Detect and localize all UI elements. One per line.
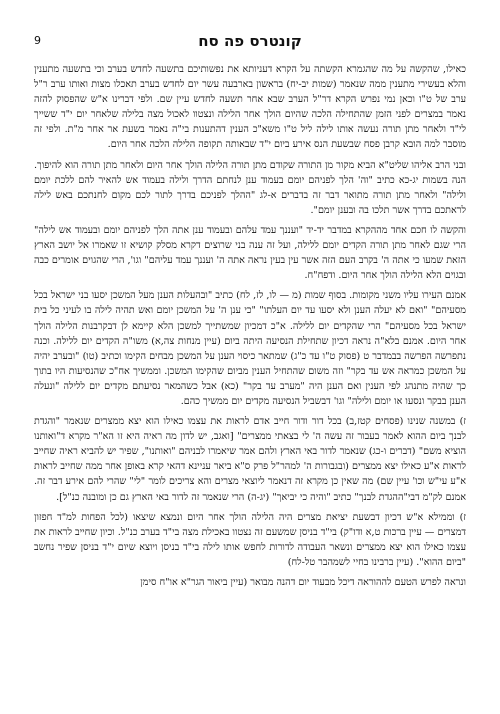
paragraph: אמנם העירו עליו משני מקומות. בסוף שמות (מ — לו, לז, לח) כתיב "ובהעלות הענן מעל המשכן יסעו בני ישראל בכל מסעיהם" "ואם לא יעלה הענן ולא יסעו עד יום העלתו" "כי ענן ה' על המשכן יומם ואש תהיה לילה בו לעיני כל בית ישראל בכל מסעיהם" הרי שהקדים יום ללילה. א"כ דמכיון שמשתייך למשכן הלא קיימא לן דבקרבנות הלילה הולך אחר היום. אמנם בלא"ה נראה דכיון שתחילת הנסיעה היתה ביום (עיין מנחות צה,א) משו"ה הקדים יום ללילה. וכנה נתפרשה הפרשה בבמדבר ט (פסוק ט"ו עד כ"ג) שמתאר כיסוי הענן על המשכן מבחים הקימו וכתיב (טו) "ובערב יהיה על המשכן כמראה אש עד בקר" וזה משום שהתחיל הענין מביום שהקימו המשכן. וממשיך אח"כ שהנסיעות היו בתוך כך שהיה מתנהג לפי הענין ואם הענן היה "מערב עד בקר" (כא) אבל כשהמאר נסיעתם מקדים יום ללילה "ונעלה הענן בבקר ונסעו או יומם ולילה" וגו' דבשביל הנסיעה מקדים יום ממשיך כהם.: [34, 290, 466, 407]
page-number: 9: [34, 34, 41, 47]
page-header: [34, 30, 466, 52]
paragraph: ובני הרב אליהו שליט"א הביא מקור מן התורה שקודם מתן תורה הלילה הולך אחר היום ולאחר מתן תורה הוא להיפוך. הנה בשמות יג-כא כתיב "וה' הלך לפניהם יומם בעמוד ענן לנחתם הדרך ולילה בעמוד אש להאיר להם ללכת יומם ולילה" ולאחר מתן תורה מתואר דבר זה בדברים א-לג "ההלך לפניכם בדרך לתור לכם מקום לחנתכם באש לילה לראתכם בדרך אשר תלכו בה ובענן יומם".: [34, 159, 466, 216]
paragraph: ז) וממילא א"ש דכיון דבשעת יציאת מצרים היה הלילה הולך אחר היום ונמצא שיצאו (לכל הפחות למ"ד חפזון דמצרים — עיין ברכות ט,א ודו"ק) בי"ד בניסן שמשעם זה נצטוו באכילת מצה בי"ד בערב כנ"ל. וכיון שחייב לראות את עצמו כאילו הוא יצא ממצרים ונשאר העבודה לדורות לחפש אותו לילה בי"ד בניסן ויוצא שיום י"ד בניסן שפיר נחשב "ביום ההוא". (עיין ברבינו בחיי לשמהבר טל-לח): [34, 511, 467, 568]
paragraph: והקשה לו חכם אחד מההקרא במדבר יד-יד "ועננך עמד עלהם ובעמוד ענן אתה הלך לפניהם יומם ובעמוד אש לילה" הרי שגם לאחר מתן תורה הקדים יומם ללילה, ועל זה ענה בני שרוצים דקרא מסלק קושיא זו שאמרו אל יושב הארץ הזאת שמעו כי אתה ה' בקרב העם הזה אשר עין בעין נראה אתה ה' ועננך עמד עליהם" וגו', הרי שהגוים אומרים כבה ובגוים הלא הלילה הולך אחר היום. ודפח"ח.: [34, 224, 466, 282]
paragraph: כאילו, שהקשה על מה שהגמרא הקשתה על הקרא דעניותא את נפשותיכם בתשעה לחדש בערב וכי בתשעה מתענין והלא בעשירי מתענין ממה שנאמר (שמות יב-יח) בראשון בארבעה עשר יום לחדש בערב תאכלו מצות ואותו ערב ר"ל ערב של ט"ו וכאן נמי נפרש הקרא דר"ל הערב שבא אחר תשעה לחדש עיין שם. ולפי דברינו א"ש שהפסוק להזה נאמר במצרים לפני הזמן שהתחילה הלכה שהיום הולך אחר הלילה ונצטוו לאכול מצה בלילה שלאחר יום י"ד ששייך לי"ד ולאחר מתן תורה נעשה אותו לילה ליל ט"ו משא"כ הענין דהתענות בי"ה נאמר בשעת אר אחר מ"ת. ולפי זה מוסבר למה הובא קרבן פסח שבשעת הנס אירע ביום י"ד שבאותה תקופה הלילה הלכה אחר היום.: [34, 64, 466, 151]
paragraph: ז) במשנה שנינו (פסחים קטז,ב) בכל דור ודור חייב אדם לראות את עצמו כאילו הוא יצא ממצרים שנאמר "והגדת לבנך ביום ההוא לאמר בעבור זה עשה ה' לי בצאתי ממצרים" [ואגב, יש לדון מה ראיה היא זו הא"ר מקרא ד"ואותנו הוציא משם" (דברים ו-כג) שנאמר לדור באי הארץ ולהם אמר שיאמרו לבניהם "ואותנו", שפיר יש להביא ראיה שחייב לראות א"ע כאילו יצא ממצרים (ובגבורות ה' למהר"ל פרק ס"א ביאר עניינא דהאי קרא באופן אחר ממה שחייב לראות א"ע עי"ש וכו' עיין שם) מה שאין כן מקרא זה דנאמר ליוצאי מצרים והא צריכים לומר "לי" שהרי להם אירע דבר זה. אמנם לק"מ דבי"ההגדת לבנך" כתיב "והיה כי יביאך" (יג-ה) הרי שנאמר זה לדור באי הארץ גם כן ומובנה כנ"ל].: [34, 416, 466, 503]
page-title: קונטרס פה סח: [198, 32, 302, 50]
paragraph: ונראה לפרש הטעם לההוראה דיכל מבעוד יום דהנה מבואר (עיין ביאור הגר"א או"ח סימן: [140, 577, 466, 588]
body-text: [34, 62, 466, 590]
